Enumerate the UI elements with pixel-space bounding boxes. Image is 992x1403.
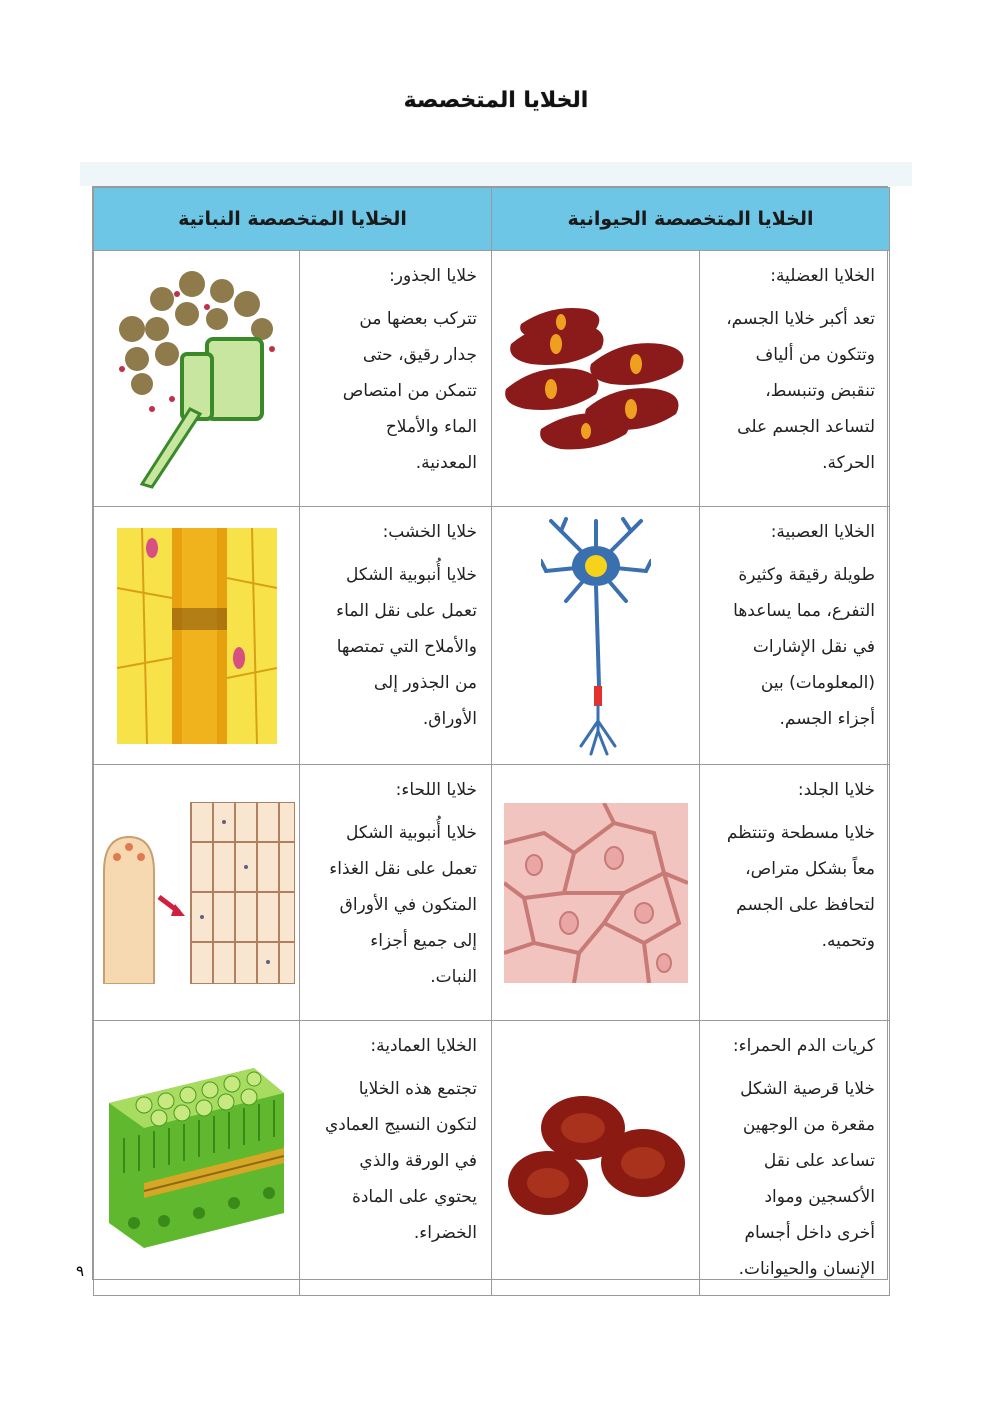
red-blood-cells-illustration: [503, 1088, 689, 1228]
cell-title: الخلايا العمادية:: [370, 1036, 477, 1056]
animal-image-cell: [492, 251, 700, 507]
animal-text-cell: [700, 765, 890, 1021]
cell-title: خلايا الجذور:: [389, 266, 477, 286]
page-title: الخلايا المتخصصة: [403, 88, 589, 113]
header-plant: الخلايا المتخصصة النباتية: [94, 188, 492, 251]
cell-title: خلايا الخشب:: [382, 522, 477, 542]
cell-body: خلايا أُنبوبية الشكل تعمل على نقل الماء والأملاح التي تمتصها من الجذور إلى الأوراق.: [336, 565, 477, 729]
root-cells-illustration: [112, 269, 282, 489]
nerve-cell-illustration: [541, 516, 651, 756]
cells-table: [92, 186, 888, 1280]
cell-body: تجتمع هذه الخلايا لتكون النسيج العمادي في الورقة والذي يحتوي على المادة الخضراء.: [324, 1079, 477, 1243]
animal-image-cell: [492, 1021, 700, 1296]
cell-title: خلايا الجلد:: [797, 780, 875, 800]
cell-body: خلايا مسطحة وتنتظم معاً بشكل متراص، لتحافظ على الجسم وتحميه.: [726, 823, 875, 951]
header-animal: الخلايا المتخصصة الحيوانية: [492, 188, 890, 251]
cell-body: طويلة رقيقة وكثيرة التفرع، مما يساعدها في نقل الإشارات (المعلومات) بين أجزاء الجسم.: [733, 565, 875, 729]
plant-text-cell: [300, 507, 492, 765]
cell-body: خلايا أُنبوبية الشكل تعمل على نقل الغذاء المتكون في الأوراق إلى جميع أجزاء النبات.: [329, 823, 477, 987]
cell-title: خلايا اللحاء:: [395, 780, 477, 800]
cell-body: خلايا قرصية الشكل مقعرة من الوجهين تساعد على نقل الأكسجين ومواد أخرى داخل أجسام الإنسان والحيوانات.: [738, 1079, 875, 1279]
animal-text-cell: [700, 507, 890, 765]
animal-image-cell: [492, 507, 700, 765]
animal-text-cell: [700, 251, 890, 507]
table-row: [94, 1021, 890, 1296]
xylem-cells-illustration: [117, 528, 277, 744]
plant-text-cell: [300, 765, 492, 1021]
plant-image-cell: [94, 765, 300, 1021]
phloem-cells-illustration: [99, 802, 295, 984]
plant-image-cell: [94, 1021, 300, 1296]
page-number: ٩: [76, 1262, 85, 1280]
palisade-cells-illustration: [104, 1063, 290, 1253]
animal-image-cell: [492, 765, 700, 1021]
cell-title: الخلايا العصبية:: [770, 522, 875, 542]
header-band: [80, 162, 912, 186]
plant-image-cell: [94, 251, 300, 507]
cell-body: تتركب بعضها من جدار رقيق، حتى تتمكن من امتصاص الماء والأملاح المعدنية.: [342, 309, 477, 473]
cell-title: كريات الدم الحمراء:: [732, 1036, 875, 1056]
table-row: [94, 765, 890, 1021]
plant-text-cell: [300, 251, 492, 507]
muscle-cells-illustration: [501, 304, 691, 454]
animal-text-cell: [700, 1021, 890, 1296]
plant-text-cell: [300, 1021, 492, 1296]
plant-image-cell: [94, 507, 300, 765]
cell-title: الخلايا العضلية:: [770, 266, 875, 286]
cell-body: تعد أكبر خلايا الجسم، وتتكون من ألياف تنقبض وتنبسط، لتساعد الجسم على الحركة.: [726, 309, 875, 473]
skin-cells-illustration: [504, 803, 688, 983]
table-row: [94, 507, 890, 765]
table-row: [94, 251, 890, 507]
